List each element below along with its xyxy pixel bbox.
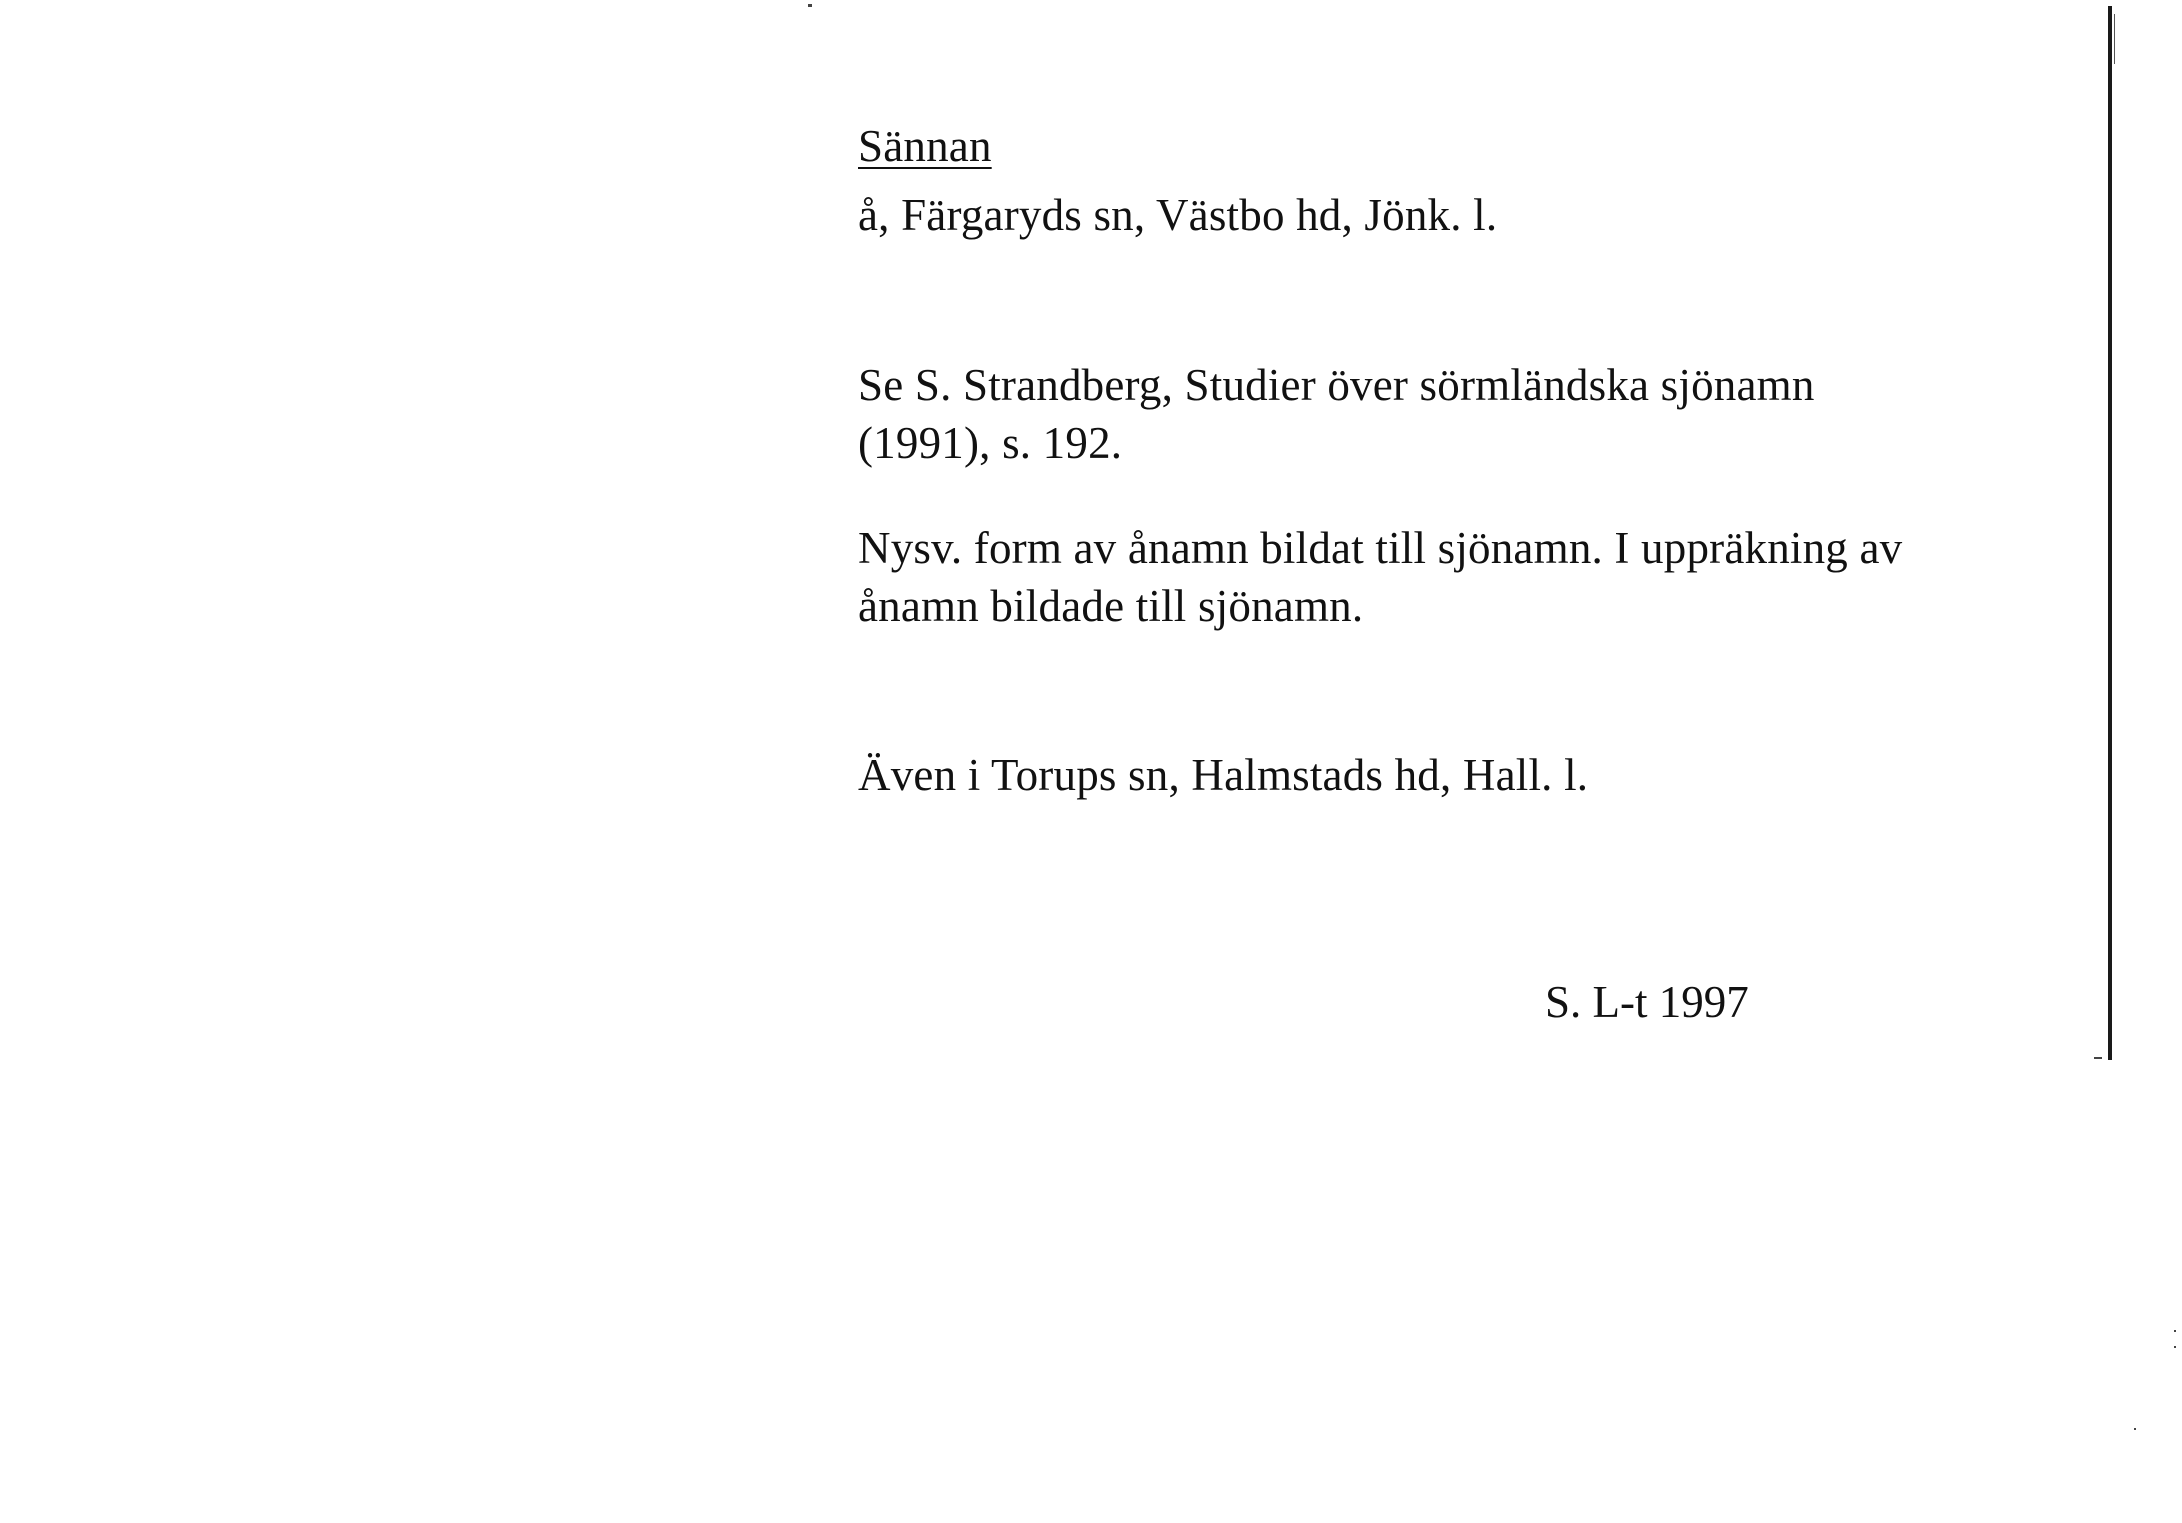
also-occurrence: Även i Torups sn, Halmstads hd, Hall. l. (858, 750, 1589, 800)
location-line: å, Färgaryds sn, Västbo hd, Jönk. l. (858, 190, 1498, 240)
scan-speck (2134, 1428, 2136, 1430)
note-line-1: Nysv. form av ånamn bildat till sjönamn. I uppräkning av (858, 523, 1903, 573)
headword: Sännan (858, 121, 992, 171)
card-edge-line-thin (2114, 14, 2115, 64)
signature: S. L-t 1997 (1545, 977, 1749, 1027)
scan-speck (808, 4, 812, 7)
scan-speck (2094, 1057, 2102, 1059)
note-line-2: ånamn bildade till sjönamn. (858, 581, 1364, 631)
reference-line-2: (1991), s. 192. (858, 418, 1123, 468)
reference-line-1: Se S. Strandberg, Studier över sörmländska sjönamn (858, 360, 1815, 410)
scan-speck (2174, 1330, 2176, 1332)
card-edge-line (2108, 6, 2112, 1060)
scan-speck (2174, 1346, 2176, 1348)
